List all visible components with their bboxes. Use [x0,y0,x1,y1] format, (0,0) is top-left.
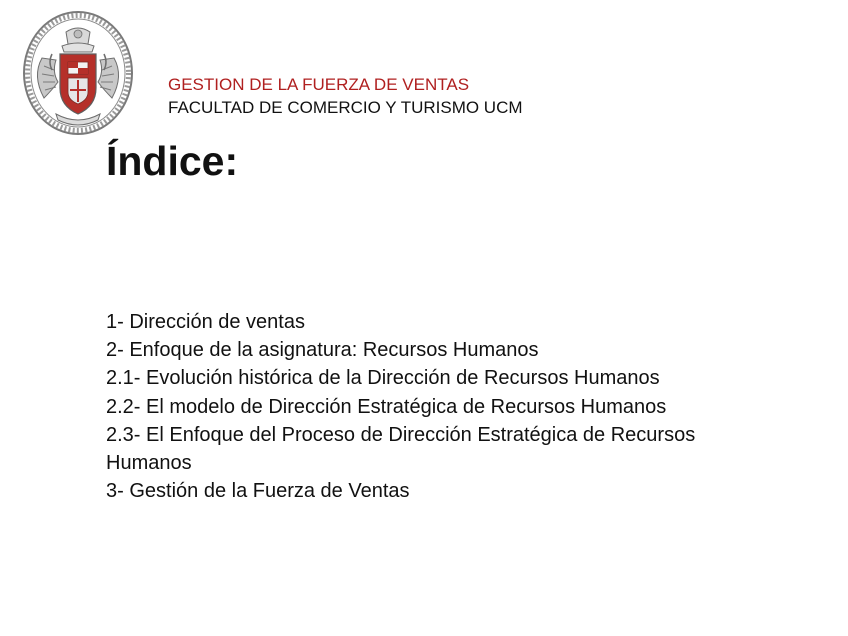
toc-item: 1- Dirección de ventas [106,311,305,333]
toc-item: 2.3- El Enfoque del Proceso de Dirección Estratégica de Recursos Humanos [106,423,696,475]
toc-item: 2- Enfoque de la asignatura: Recursos Humanos [106,339,539,362]
page-title: Índice: [106,138,239,184]
course-header [168,73,523,119]
university-seal-logo [22,10,134,136]
faculty-name: FACULTAD DE COMERCIO Y TURISMO UCM [168,98,523,117]
course-title: GESTION DE LA FUERZA DE VENTAS [168,75,470,94]
toc-item: 2.1- Evolución histórica de la Dirección de Recursos Humanos [106,367,660,390]
table-of-contents [106,308,746,505]
toc-item: 3- Gestión de la Fuerza de Ventas [106,480,410,503]
toc-item: 2.2- El modelo de Dirección Estratégica de Recursos Humanos [106,395,667,418]
